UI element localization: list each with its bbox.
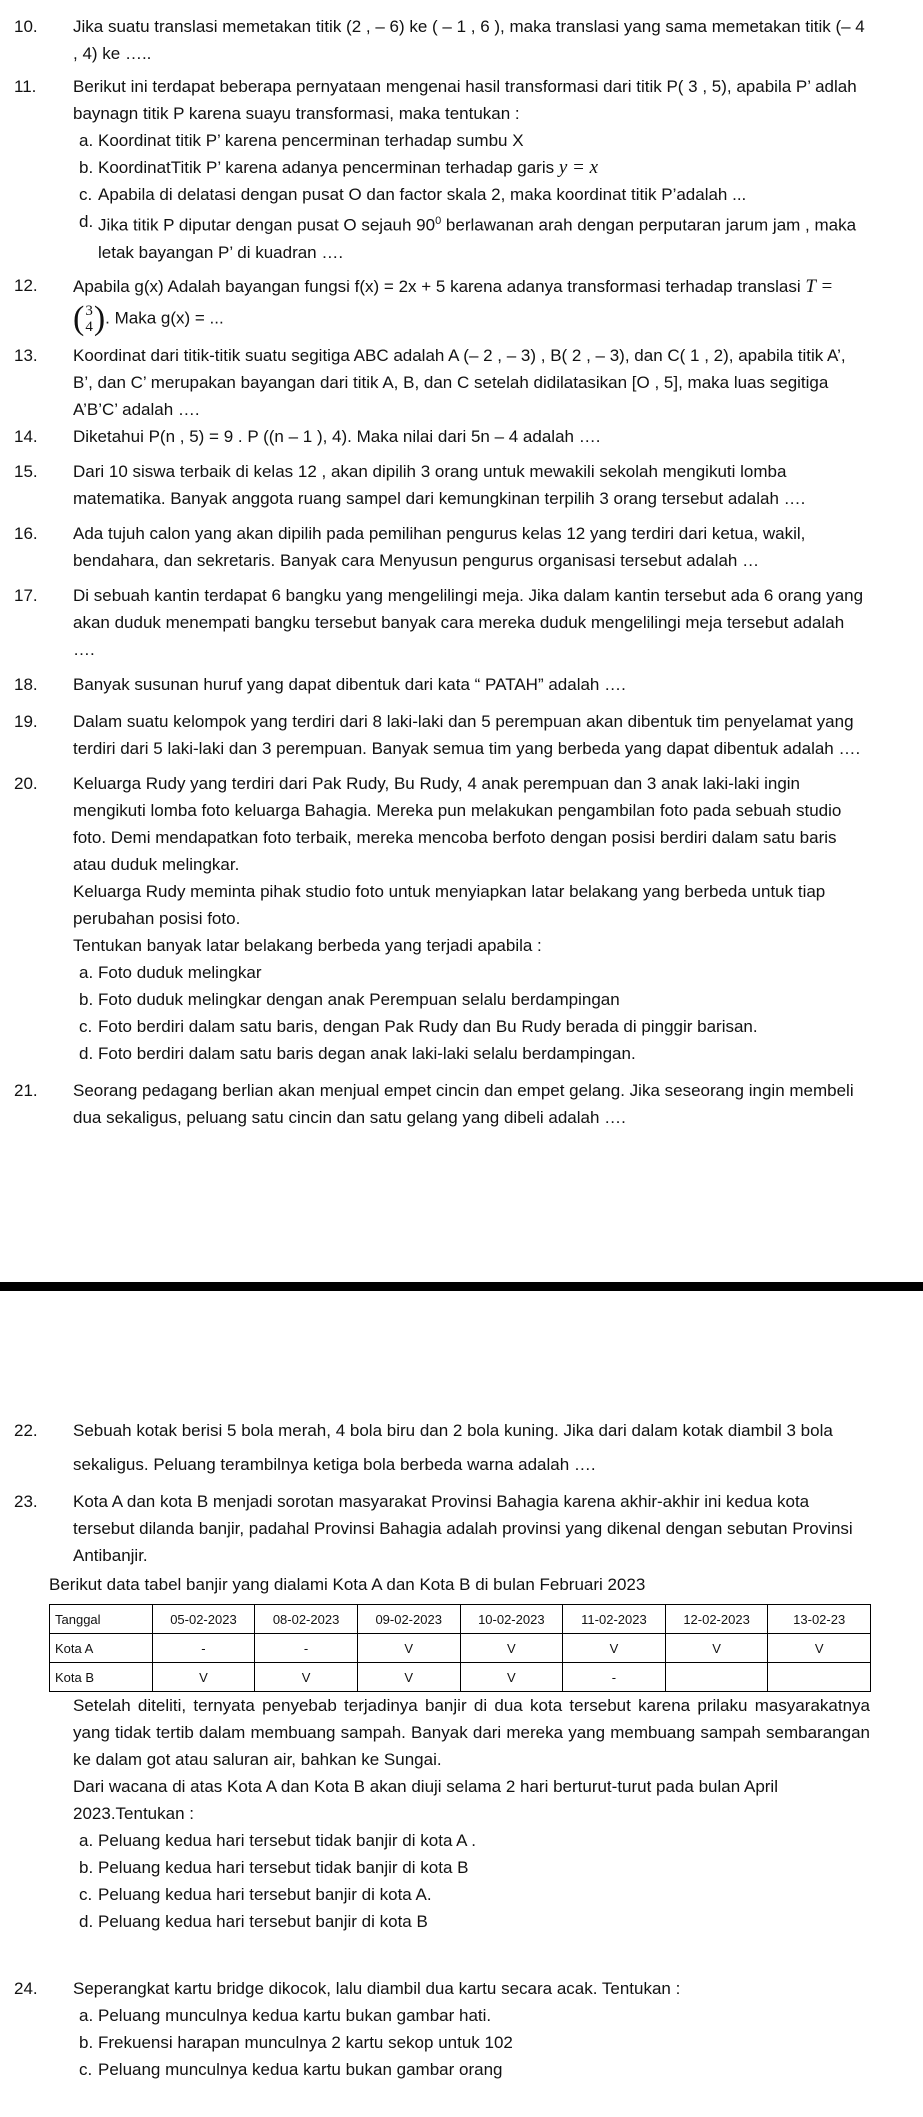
- sub-item: [73, 1013, 870, 1040]
- sub-letter: b.: [79, 989, 94, 1009]
- sub-item: [73, 1881, 870, 1908]
- question-number: 11.: [14, 77, 37, 96]
- question-14: [14, 423, 870, 450]
- sub-letter: a.: [79, 962, 94, 982]
- sub-letter: c.: [79, 2060, 93, 2079]
- question-text-part: . Maka g(x) = ...: [105, 308, 224, 328]
- question-13: [14, 342, 870, 423]
- table-cell: V: [357, 1663, 460, 1692]
- sub-letter: d.: [79, 1043, 94, 1063]
- question-23-items: [73, 1827, 870, 1935]
- question-16: [14, 520, 870, 574]
- sub-item: [73, 1908, 870, 1935]
- flood-data-table: [49, 1604, 871, 1692]
- question-23-continued: [73, 1692, 870, 1935]
- question-text: Seorang pedagang berlian akan menjual empet cincin dan empet gelang. Jika seseorang ingin membeli dua sekaligus, peluang satu cincin dan satu gelang yang dibeli adalah ….: [73, 1080, 854, 1127]
- sub-item: [73, 154, 870, 181]
- table-row: [50, 1663, 871, 1692]
- sub-letter: b.: [79, 2033, 94, 2052]
- sub-text: Koordinat titik P’ karena pencerminan terhadap sumbu X: [98, 131, 524, 150]
- question-paragraph: Keluarga Rudy meminta pihak studio foto untuk menyiapkan latar belakang yang berbeda untuk tiap perubahan posisi foto.: [73, 881, 826, 928]
- table-cell: V: [255, 1663, 358, 1692]
- sub-text: Foto duduk melingkar: [98, 962, 262, 982]
- sub-item: [73, 181, 870, 208]
- question-19: [14, 708, 870, 762]
- question-text: Seperangkat kartu bridge dikocok, lalu diambil dua kartu secara acak. Tentukan :: [73, 1979, 681, 1998]
- table-cell: 09-02-2023: [357, 1605, 460, 1634]
- question-text: Sebuah kotak berisi 5 bola merah, 4 bola biru dan 2 bola kuning. Jika dari dalam kotak diambil 3 bola sekaligus. Peluang terambilnya ketiga bola berbeda warna adalah ….: [73, 1421, 833, 1474]
- sub-item: [73, 959, 870, 986]
- question-paragraph: Keluarga Rudy yang terdiri dari Pak Rudy, Bu Rudy, 4 anak perempuan dan 3 anak laki-laki ingin mengikuti lomba foto keluarga Bahagia. Mereka pun melakukan pengambilan foto pada sebuah studio foto. Demi mendapatkan foto terbaik, mereka mencoba berfoto dengan posisi berdiri dalam satu baris atau duduk melingkar.: [73, 773, 842, 874]
- table-cell: V: [768, 1634, 871, 1663]
- sub-text: Apabila di delatasi dengan pusat O dan factor skala 2, maka koordinat titik P’adalah ...: [98, 185, 747, 204]
- sub-letter: c.: [79, 1016, 93, 1036]
- row-label-cell: Kota B: [50, 1663, 153, 1692]
- sub-item: [73, 208, 870, 266]
- question-number: 15.: [14, 461, 38, 481]
- sub-text: Frekuensi harapan munculnya 2 kartu sekop untuk 102: [98, 2033, 513, 2052]
- question-15: [14, 458, 870, 512]
- sub-text: Peluang kedua hari tersebut tidak banjir di kota B: [98, 1858, 469, 1877]
- sub-text: Peluang munculnya kedua kartu bukan gambar orang: [98, 2060, 503, 2079]
- sub-letter: a.: [79, 1831, 94, 1850]
- table-cell: [665, 1663, 768, 1692]
- question-text: Dari 10 siswa terbaik di kelas 12 , akan dipilih 3 orang untuk mewakili sekolah mengikuti lomba matematika. Banyak anggota ruang sampel dari kemungkinan terpilih 3 orang tersebut adalah ….: [73, 461, 806, 508]
- table-cell: -: [255, 1634, 358, 1663]
- row-label-cell: Tanggal: [50, 1605, 153, 1634]
- table-cell: 08-02-2023: [255, 1605, 358, 1634]
- sub-text: Foto berdiri dalam satu baris, dengan Pak Rudy dan Bu Rudy berada di pinggir barisan.: [98, 1016, 758, 1036]
- question-17: [14, 582, 870, 663]
- question-number: 12.: [14, 275, 38, 295]
- translation-label: T =: [805, 275, 834, 297]
- sub-text: Peluang kedua hari tersebut banjir di kota A.: [98, 1885, 432, 1904]
- math-expression: y = x: [558, 157, 599, 178]
- sub-text: KoordinatTitik P’ karena adanya pencerminan terhadap garis: [98, 158, 555, 177]
- sub-item: [73, 2029, 870, 2056]
- table-cell: 05-02-2023: [152, 1605, 255, 1634]
- question-number: 13.: [14, 345, 38, 365]
- vector-bottom: 4: [85, 318, 93, 335]
- table-body: [50, 1605, 871, 1692]
- vector-top: 3: [85, 302, 93, 319]
- section-top: [0, 13, 923, 1131]
- question-number: 17.: [14, 585, 38, 605]
- sub-text: Jika titik P diputar dengan pusat O sejauh 90: [98, 215, 436, 235]
- question-number: 18.: [14, 674, 38, 694]
- sub-item: [73, 1854, 870, 1881]
- translation-vector: [73, 299, 106, 337]
- question-text: Ada tujuh calon yang akan dipilih pada pemilihan pengurus kelas 12 yang terdiri dari ketua, wakil, bendahara, dan sekretaris. Banyak cara Menyusun pengurus organisasi tersebut adalah …: [73, 523, 806, 570]
- sub-letter: c.: [79, 185, 93, 204]
- sub-letter: c.: [79, 1885, 93, 1904]
- table-cell: V: [563, 1634, 666, 1663]
- question-paragraph: Tentukan banyak latar belakang berbeda yang terjadi apabila :: [73, 935, 542, 955]
- question-20: [14, 770, 870, 1067]
- question-text: Koordinat dari titik-titik suatu segitiga ABC adalah A (– 2 , – 3) , B( 2 , – 3), dan C( 1 , 2), apabila titik A’, B’, dan C’ merupakan bayangan dari titik A, B, dan C setelah didilatasikan [O , 5], maka luas segitiga A’B’C’ adalah ….: [73, 345, 846, 419]
- sub-text: Foto berdiri dalam satu baris degan anak laki-laki selalu berdampingan.: [98, 1043, 636, 1063]
- table-cell: 10-02-2023: [460, 1605, 563, 1634]
- question-text: Di sebuah kantin terdapat 6 bangku yang mengelilingi meja. Jika dalam kantin tersebut ada 6 orang yang akan duduk menempati bangku tersebut banyak cara mereka duduk mengelilingi meja tersebut adalah ….: [73, 585, 864, 659]
- right-paren: ): [93, 299, 106, 337]
- table-cell: -: [152, 1634, 255, 1663]
- question-text: Diketahui P(n , 5) = 9 . P ((n – 1 ), 4). Maka nilai dari 5n – 4 adalah ….: [73, 426, 601, 446]
- vector-column: [84, 303, 94, 335]
- question-paragraph: Setelah diteliti, ternyata penyebab terjadinya banjir di dua kota tersebut karena prilaku masyarakatnya yang tidak tertib dalam membuang sampah. Banyak dari mereka yang membuang sampah sembarangan ke dalam got atau saluran air, bahkan ke Sungai.: [73, 1696, 870, 1769]
- table-cell: V: [460, 1634, 563, 1663]
- question-number: 10.: [14, 17, 38, 36]
- table-cell: 13-02-23: [768, 1605, 871, 1634]
- question-text: Banyak susunan huruf yang dapat dibentuk dari kata “ PATAH” adalah ….: [73, 674, 626, 694]
- table-cell: 11-02-2023: [563, 1605, 666, 1634]
- table-row: [50, 1634, 871, 1663]
- question-paragraph: Dari wacana di atas Kota A dan Kota B akan diuji selama 2 hari berturut-turut pada bulan April 2023.Tentukan :: [73, 1777, 778, 1823]
- table-intro: Berikut data tabel banjir yang dialami Kota A dan Kota B di bulan Februari 2023: [49, 1575, 646, 1594]
- question-text: [73, 272, 870, 336]
- question-21: [14, 1077, 870, 1131]
- sub-letter: a.: [79, 2006, 94, 2025]
- question-number: 24.: [14, 1979, 38, 1998]
- question-number: 22.: [14, 1421, 38, 1440]
- table-header-row: [50, 1605, 871, 1634]
- sub-text: Peluang munculnya kedua kartu bukan gambar hati.: [98, 2006, 492, 2025]
- sub-letter: d.: [79, 1912, 94, 1931]
- question-text: Berikut ini terdapat beberapa pernyataan mengenai hasil transformasi dari titik P( 3 , 5), apabila P’ adlah baynagn titik P karena suayu transformasi, maka tentukan :: [73, 77, 857, 123]
- question-number: 23.: [14, 1492, 38, 1511]
- sub-item: [73, 986, 870, 1013]
- sub-letter: b.: [79, 158, 94, 177]
- section-bottom: [0, 1414, 923, 2083]
- question-23: [14, 1488, 870, 1569]
- sub-letter: d.: [79, 212, 94, 231]
- sub-item: [73, 2002, 870, 2029]
- table-cell: V: [152, 1663, 255, 1692]
- question-text: Jika suatu translasi memetakan titik (2 , – 6) ke ( – 1 , 6 ), maka translasi yang sama memetakan titik (– 4 , 4) ke …..: [73, 17, 865, 63]
- question-number: 14.: [14, 426, 38, 446]
- table-cell: V: [460, 1663, 563, 1692]
- question-22: [14, 1414, 870, 1482]
- question-text-part: Apabila g(x) Adalah bayangan fungsi f(x) = 2x + 5 karena adanya transformasi terhadap translasi: [73, 276, 801, 296]
- row-label-cell: Kota A: [50, 1634, 153, 1663]
- sub-item: [73, 127, 870, 154]
- table-cell: V: [357, 1634, 460, 1663]
- question-number: 21.: [14, 1080, 38, 1100]
- sub-text: Peluang kedua hari tersebut tidak banjir di kota A .: [98, 1831, 477, 1850]
- question-10: [14, 13, 870, 67]
- sub-item: [73, 2056, 870, 2083]
- question-12: [14, 272, 870, 337]
- question-text: Dalam suatu kelompok yang terdiri dari 8 laki-laki dan 5 perempuan akan dibentuk tim penyelamat yang terdiri dari 5 laki-laki dan 3 perempuan. Banyak semua tim yang berbeda yang dapat dibentuk adalah ….: [73, 711, 861, 758]
- sub-letter: a.: [79, 131, 94, 150]
- question-18: [14, 671, 870, 698]
- sub-letter: b.: [79, 1858, 94, 1877]
- sub-text: Foto duduk melingkar dengan anak Perempuan selalu berdampingan: [98, 989, 620, 1009]
- question-11: [14, 73, 870, 266]
- question-number: 19.: [14, 711, 38, 731]
- question-text: Kota A dan kota B menjadi sorotan masyarakat Provinsi Bahagia karena akhir-akhir ini kedua kota tersebut dilanda banjir, padahal Provinsi Bahagia adalah provinsi yang dikenal dengan sebutan Provinsi Antibanjir.: [73, 1492, 853, 1565]
- sub-item: [73, 1827, 870, 1854]
- page-divider: [0, 1282, 923, 1291]
- table-cell: V: [665, 1634, 768, 1663]
- sub-text: Peluang kedua hari tersebut banjir di kota B: [98, 1912, 428, 1931]
- table-cell: 12-02-2023: [665, 1605, 768, 1634]
- question-number: 16.: [14, 523, 38, 543]
- sub-text: berlawanan arah dengan perputaran jarum jam , maka letak bayangan P’ di kuadran ….: [98, 215, 857, 262]
- table-cell: -: [563, 1663, 666, 1692]
- sub-item: [73, 1040, 870, 1067]
- left-paren: (: [73, 299, 85, 337]
- question-number: 20.: [14, 773, 38, 793]
- table-cell: [768, 1663, 871, 1692]
- question-24: [14, 1975, 870, 2083]
- degree-superscript: 0: [435, 215, 442, 227]
